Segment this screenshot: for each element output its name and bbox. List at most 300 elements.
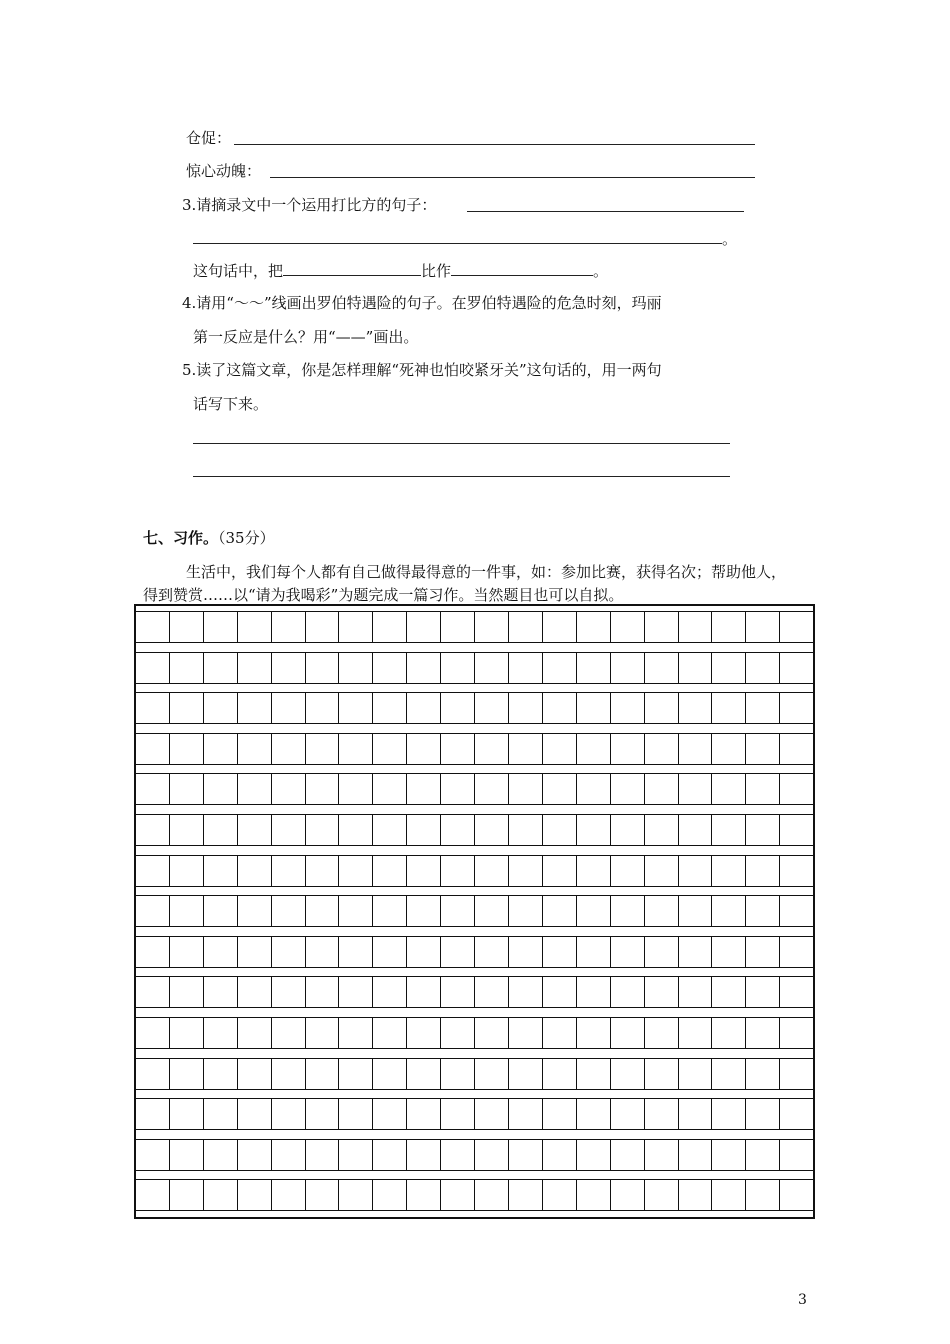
grid-cell[interactable] (779, 1017, 813, 1049)
grid-cell[interactable] (271, 733, 305, 765)
grid-cell[interactable] (508, 1017, 542, 1049)
grid-cell[interactable] (440, 1058, 474, 1090)
grid-cell[interactable] (237, 855, 271, 887)
grid-cell[interactable] (576, 1179, 610, 1211)
grid-cell[interactable] (678, 652, 712, 684)
grid-cell[interactable] (779, 855, 813, 887)
grid-cell[interactable] (203, 1179, 237, 1211)
grid-cell[interactable] (169, 1058, 203, 1090)
grid-cell[interactable] (136, 773, 169, 805)
grid-cell[interactable] (406, 733, 440, 765)
grid-cell[interactable] (576, 814, 610, 846)
grid-cell[interactable] (440, 652, 474, 684)
grid-cell[interactable] (644, 1139, 678, 1171)
grid-cell[interactable] (203, 652, 237, 684)
grid-cell[interactable] (372, 936, 406, 968)
grid-cell[interactable] (542, 611, 576, 643)
grid-cell[interactable] (711, 1179, 745, 1211)
grid-cell[interactable] (576, 1139, 610, 1171)
grid-cell[interactable] (678, 814, 712, 846)
grid-cell[interactable] (474, 611, 508, 643)
grid-cell[interactable] (779, 773, 813, 805)
grid-cell[interactable] (508, 733, 542, 765)
grid-cell[interactable] (271, 1179, 305, 1211)
grid-cell[interactable] (474, 1017, 508, 1049)
grid-cell[interactable] (203, 1058, 237, 1090)
grid-cell[interactable] (508, 976, 542, 1008)
grid-cell[interactable] (203, 814, 237, 846)
grid-cell[interactable] (406, 1179, 440, 1211)
grid-cell[interactable] (576, 1098, 610, 1130)
grid-cell[interactable] (644, 976, 678, 1008)
grid-cell[interactable] (542, 1179, 576, 1211)
grid-cell[interactable] (474, 692, 508, 724)
grid-cell[interactable] (372, 1098, 406, 1130)
grid-cell[interactable] (508, 652, 542, 684)
grid-cell[interactable] (169, 976, 203, 1008)
grid-cell[interactable] (305, 1017, 339, 1049)
grid-cell[interactable] (305, 733, 339, 765)
grid-cell[interactable] (508, 855, 542, 887)
grid-cell[interactable] (542, 814, 576, 846)
q2-item1-answer-line[interactable] (234, 144, 755, 145)
grid-cell[interactable] (644, 1179, 678, 1211)
grid-cell[interactable] (711, 976, 745, 1008)
grid-cell[interactable] (678, 936, 712, 968)
grid-cell[interactable] (745, 976, 779, 1008)
grid-cell[interactable] (305, 1179, 339, 1211)
grid-cell[interactable] (372, 895, 406, 927)
grid-cell[interactable] (203, 1139, 237, 1171)
grid-cell[interactable] (237, 611, 271, 643)
grid-cell[interactable] (305, 773, 339, 805)
grid-cell[interactable] (644, 692, 678, 724)
grid-cell[interactable] (305, 692, 339, 724)
grid-cell[interactable] (271, 1098, 305, 1130)
grid-cell[interactable] (610, 855, 644, 887)
grid-cell[interactable] (576, 1017, 610, 1049)
grid-cell[interactable] (576, 976, 610, 1008)
grid-cell[interactable] (338, 895, 372, 927)
grid-cell[interactable] (745, 936, 779, 968)
grid-cell[interactable] (610, 895, 644, 927)
grid-cell[interactable] (305, 611, 339, 643)
grid-cell[interactable] (305, 936, 339, 968)
grid-cell[interactable] (610, 773, 644, 805)
grid-cell[interactable] (644, 814, 678, 846)
grid-cell[interactable] (678, 976, 712, 1008)
grid-cell[interactable] (610, 976, 644, 1008)
grid-cell[interactable] (711, 936, 745, 968)
grid-cell[interactable] (338, 692, 372, 724)
grid-cell[interactable] (508, 895, 542, 927)
grid-cell[interactable] (711, 855, 745, 887)
grid-cell[interactable] (542, 936, 576, 968)
grid-cell[interactable] (440, 1139, 474, 1171)
grid-cell[interactable] (508, 773, 542, 805)
grid-cell[interactable] (237, 936, 271, 968)
grid-cell[interactable] (338, 976, 372, 1008)
q2-item2-answer-line[interactable] (270, 177, 755, 178)
grid-cell[interactable] (271, 773, 305, 805)
grid-cell[interactable] (610, 1098, 644, 1130)
grid-cell[interactable] (542, 976, 576, 1008)
grid-cell[interactable] (237, 895, 271, 927)
grid-cell[interactable] (440, 733, 474, 765)
grid-cell[interactable] (305, 895, 339, 927)
grid-cell[interactable] (474, 895, 508, 927)
grid-cell[interactable] (237, 1139, 271, 1171)
grid-cell[interactable] (474, 976, 508, 1008)
grid-cell[interactable] (406, 611, 440, 643)
grid-cell[interactable] (169, 814, 203, 846)
grid-cell[interactable] (237, 1179, 271, 1211)
grid-cell[interactable] (271, 611, 305, 643)
grid-cell[interactable] (338, 1017, 372, 1049)
grid-cell[interactable] (271, 895, 305, 927)
grid-cell[interactable] (745, 1058, 779, 1090)
grid-cell[interactable] (169, 773, 203, 805)
grid-cell[interactable] (203, 895, 237, 927)
grid-cell[interactable] (779, 936, 813, 968)
grid-cell[interactable] (678, 1179, 712, 1211)
grid-cell[interactable] (745, 1017, 779, 1049)
grid-cell[interactable] (136, 976, 169, 1008)
grid-cell[interactable] (745, 1179, 779, 1211)
grid-cell[interactable] (610, 814, 644, 846)
grid-cell[interactable] (644, 1058, 678, 1090)
grid-cell[interactable] (542, 1058, 576, 1090)
grid-cell[interactable] (372, 976, 406, 1008)
grid-cell[interactable] (440, 692, 474, 724)
grid-cell[interactable] (745, 611, 779, 643)
grid-cell[interactable] (644, 652, 678, 684)
grid-cell[interactable] (745, 733, 779, 765)
grid-cell[interactable] (169, 1098, 203, 1130)
grid-cell[interactable] (169, 611, 203, 643)
grid-cell[interactable] (711, 652, 745, 684)
grid-cell[interactable] (271, 692, 305, 724)
grid-cell[interactable] (644, 855, 678, 887)
grid-cell[interactable] (203, 976, 237, 1008)
grid-cell[interactable] (440, 773, 474, 805)
grid-cell[interactable] (372, 611, 406, 643)
grid-cell[interactable] (338, 611, 372, 643)
grid-cell[interactable] (169, 1179, 203, 1211)
grid-cell[interactable] (542, 652, 576, 684)
grid-cell[interactable] (542, 855, 576, 887)
grid-cell[interactable] (745, 814, 779, 846)
grid-cell[interactable] (576, 652, 610, 684)
grid-cell[interactable] (508, 611, 542, 643)
grid-cell[interactable] (372, 1139, 406, 1171)
grid-cell[interactable] (711, 895, 745, 927)
grid-cell[interactable] (610, 611, 644, 643)
grid-cell[interactable] (271, 652, 305, 684)
grid-cell[interactable] (474, 733, 508, 765)
grid-cell[interactable] (542, 1098, 576, 1130)
grid-cell[interactable] (136, 936, 169, 968)
grid-cell[interactable] (406, 1058, 440, 1090)
grid-cell[interactable] (372, 855, 406, 887)
grid-cell[interactable] (271, 936, 305, 968)
grid-cell[interactable] (610, 1139, 644, 1171)
grid-cell[interactable] (169, 936, 203, 968)
grid-cell[interactable] (779, 1179, 813, 1211)
grid-cell[interactable] (678, 1058, 712, 1090)
grid-cell[interactable] (644, 733, 678, 765)
grid-cell[interactable] (542, 692, 576, 724)
grid-cell[interactable] (372, 773, 406, 805)
grid-cell[interactable] (338, 1179, 372, 1211)
grid-cell[interactable] (678, 855, 712, 887)
grid-cell[interactable] (338, 733, 372, 765)
grid-cell[interactable] (610, 936, 644, 968)
grid-cell[interactable] (136, 692, 169, 724)
composition-grid[interactable] (134, 604, 815, 1219)
grid-cell[interactable] (440, 895, 474, 927)
grid-cell[interactable] (271, 1017, 305, 1049)
grid-cell[interactable] (406, 1017, 440, 1049)
grid-cell[interactable] (474, 1098, 508, 1130)
grid-cell[interactable] (711, 1017, 745, 1049)
grid-cell[interactable] (372, 814, 406, 846)
grid-cell[interactable] (542, 733, 576, 765)
grid-cell[interactable] (271, 814, 305, 846)
grid-cell[interactable] (136, 1139, 169, 1171)
grid-cell[interactable] (474, 1058, 508, 1090)
grid-cell[interactable] (576, 611, 610, 643)
grid-cell[interactable] (474, 936, 508, 968)
grid-cell[interactable] (372, 1017, 406, 1049)
grid-cell[interactable] (203, 611, 237, 643)
grid-cell[interactable] (406, 895, 440, 927)
grid-cell[interactable] (406, 652, 440, 684)
q5-answer-line-2[interactable] (193, 476, 730, 477)
grid-cell[interactable] (576, 895, 610, 927)
grid-cell[interactable] (711, 814, 745, 846)
grid-cell[interactable] (644, 1017, 678, 1049)
grid-cell[interactable] (305, 1058, 339, 1090)
grid-cell[interactable] (338, 652, 372, 684)
grid-cell[interactable] (779, 733, 813, 765)
grid-cell[interactable] (678, 1139, 712, 1171)
grid-cell[interactable] (136, 1017, 169, 1049)
grid-cell[interactable] (406, 692, 440, 724)
q3-blank-object[interactable] (451, 260, 593, 276)
grid-cell[interactable] (542, 773, 576, 805)
grid-cell[interactable] (136, 855, 169, 887)
grid-cell[interactable] (406, 773, 440, 805)
grid-cell[interactable] (508, 936, 542, 968)
grid-cell[interactable] (305, 652, 339, 684)
grid-cell[interactable] (169, 1017, 203, 1049)
grid-cell[interactable] (542, 895, 576, 927)
grid-cell[interactable] (237, 773, 271, 805)
grid-cell[interactable] (576, 855, 610, 887)
grid-cell[interactable] (644, 611, 678, 643)
grid-cell[interactable] (474, 814, 508, 846)
grid-cell[interactable] (237, 1017, 271, 1049)
grid-cell[interactable] (474, 855, 508, 887)
grid-cell[interactable] (237, 733, 271, 765)
grid-cell[interactable] (440, 814, 474, 846)
grid-cell[interactable] (678, 1017, 712, 1049)
grid-cell[interactable] (440, 1179, 474, 1211)
grid-cell[interactable] (372, 733, 406, 765)
grid-cell[interactable] (779, 652, 813, 684)
grid-cell[interactable] (678, 773, 712, 805)
grid-cell[interactable] (372, 1058, 406, 1090)
grid-cell[interactable] (406, 936, 440, 968)
q3-blank-subject[interactable] (283, 260, 421, 276)
grid-cell[interactable] (576, 773, 610, 805)
grid-cell[interactable] (711, 1098, 745, 1130)
grid-cell[interactable] (305, 1098, 339, 1130)
grid-cell[interactable] (136, 1058, 169, 1090)
grid-cell[interactable] (237, 976, 271, 1008)
grid-cell[interactable] (440, 611, 474, 643)
grid-cell[interactable] (271, 1058, 305, 1090)
grid-cell[interactable] (305, 814, 339, 846)
grid-cell[interactable] (678, 733, 712, 765)
grid-cell[interactable] (406, 814, 440, 846)
grid-cell[interactable] (136, 895, 169, 927)
grid-cell[interactable] (406, 976, 440, 1008)
grid-cell[interactable] (169, 855, 203, 887)
grid-cell[interactable] (169, 895, 203, 927)
grid-cell[interactable] (508, 814, 542, 846)
grid-cell[interactable] (745, 1139, 779, 1171)
grid-cell[interactable] (508, 1179, 542, 1211)
grid-cell[interactable] (136, 1179, 169, 1211)
grid-cell[interactable] (237, 814, 271, 846)
grid-cell[interactable] (644, 895, 678, 927)
grid-cell[interactable] (711, 773, 745, 805)
grid-cell[interactable] (372, 652, 406, 684)
grid-cell[interactable] (406, 855, 440, 887)
grid-cell[interactable] (203, 855, 237, 887)
grid-cell[interactable] (711, 733, 745, 765)
grid-cell[interactable] (237, 1098, 271, 1130)
grid-cell[interactable] (678, 1098, 712, 1130)
grid-cell[interactable] (338, 936, 372, 968)
grid-cell[interactable] (711, 1139, 745, 1171)
grid-cell[interactable] (372, 1179, 406, 1211)
grid-cell[interactable] (779, 895, 813, 927)
grid-cell[interactable] (779, 692, 813, 724)
grid-cell[interactable] (745, 773, 779, 805)
grid-cell[interactable] (508, 1098, 542, 1130)
grid-cell[interactable] (203, 1017, 237, 1049)
grid-cell[interactable] (203, 936, 237, 968)
grid-cell[interactable] (136, 733, 169, 765)
grid-cell[interactable] (644, 773, 678, 805)
grid-cell[interactable] (271, 855, 305, 887)
grid-cell[interactable] (237, 692, 271, 724)
grid-cell[interactable] (678, 895, 712, 927)
grid-cell[interactable] (745, 895, 779, 927)
grid-cell[interactable] (440, 936, 474, 968)
grid-cell[interactable] (203, 733, 237, 765)
grid-cell[interactable] (440, 1017, 474, 1049)
grid-cell[interactable] (271, 1139, 305, 1171)
grid-cell[interactable] (678, 611, 712, 643)
grid-cell[interactable] (711, 1058, 745, 1090)
grid-cell[interactable] (169, 652, 203, 684)
grid-cell[interactable] (474, 1139, 508, 1171)
grid-cell[interactable] (237, 652, 271, 684)
grid-cell[interactable] (610, 1179, 644, 1211)
grid-cell[interactable] (779, 611, 813, 643)
grid-cell[interactable] (406, 1139, 440, 1171)
grid-cell[interactable] (644, 1098, 678, 1130)
grid-cell[interactable] (338, 1058, 372, 1090)
grid-cell[interactable] (305, 1139, 339, 1171)
grid-cell[interactable] (203, 773, 237, 805)
grid-cell[interactable] (338, 814, 372, 846)
grid-cell[interactable] (779, 814, 813, 846)
grid-cell[interactable] (136, 1098, 169, 1130)
grid-cell[interactable] (576, 1058, 610, 1090)
grid-cell[interactable] (576, 733, 610, 765)
grid-cell[interactable] (136, 652, 169, 684)
grid-cell[interactable] (745, 1098, 779, 1130)
grid-cell[interactable] (305, 855, 339, 887)
grid-cell[interactable] (779, 1058, 813, 1090)
grid-cell[interactable] (508, 1139, 542, 1171)
grid-cell[interactable] (440, 855, 474, 887)
grid-cell[interactable] (610, 1058, 644, 1090)
grid-cell[interactable] (644, 936, 678, 968)
q5-answer-line-1[interactable] (193, 443, 730, 444)
grid-cell[interactable] (576, 692, 610, 724)
grid-cell[interactable] (745, 855, 779, 887)
grid-cell[interactable] (745, 692, 779, 724)
grid-cell[interactable] (136, 611, 169, 643)
grid-cell[interactable] (745, 652, 779, 684)
grid-cell[interactable] (474, 773, 508, 805)
grid-cell[interactable] (610, 652, 644, 684)
grid-cell[interactable] (338, 773, 372, 805)
grid-cell[interactable] (610, 1017, 644, 1049)
q3-answer-line-1[interactable] (467, 211, 744, 212)
grid-cell[interactable] (542, 1139, 576, 1171)
grid-cell[interactable] (305, 976, 339, 1008)
grid-cell[interactable] (508, 692, 542, 724)
grid-cell[interactable] (169, 692, 203, 724)
grid-cell[interactable] (474, 652, 508, 684)
grid-cell[interactable] (711, 611, 745, 643)
grid-cell[interactable] (779, 976, 813, 1008)
grid-cell[interactable] (169, 733, 203, 765)
grid-cell[interactable] (338, 1139, 372, 1171)
grid-cell[interactable] (271, 976, 305, 1008)
grid-cell[interactable] (474, 1179, 508, 1211)
grid-cell[interactable] (203, 692, 237, 724)
grid-cell[interactable] (169, 1139, 203, 1171)
grid-cell[interactable] (711, 692, 745, 724)
grid-cell[interactable] (136, 814, 169, 846)
grid-cell[interactable] (440, 976, 474, 1008)
grid-cell[interactable] (779, 1139, 813, 1171)
grid-cell[interactable] (237, 1058, 271, 1090)
grid-cell[interactable] (779, 1098, 813, 1130)
grid-cell[interactable] (508, 1058, 542, 1090)
grid-cell[interactable] (406, 1098, 440, 1130)
grid-cell[interactable] (203, 1098, 237, 1130)
grid-cell[interactable] (610, 733, 644, 765)
